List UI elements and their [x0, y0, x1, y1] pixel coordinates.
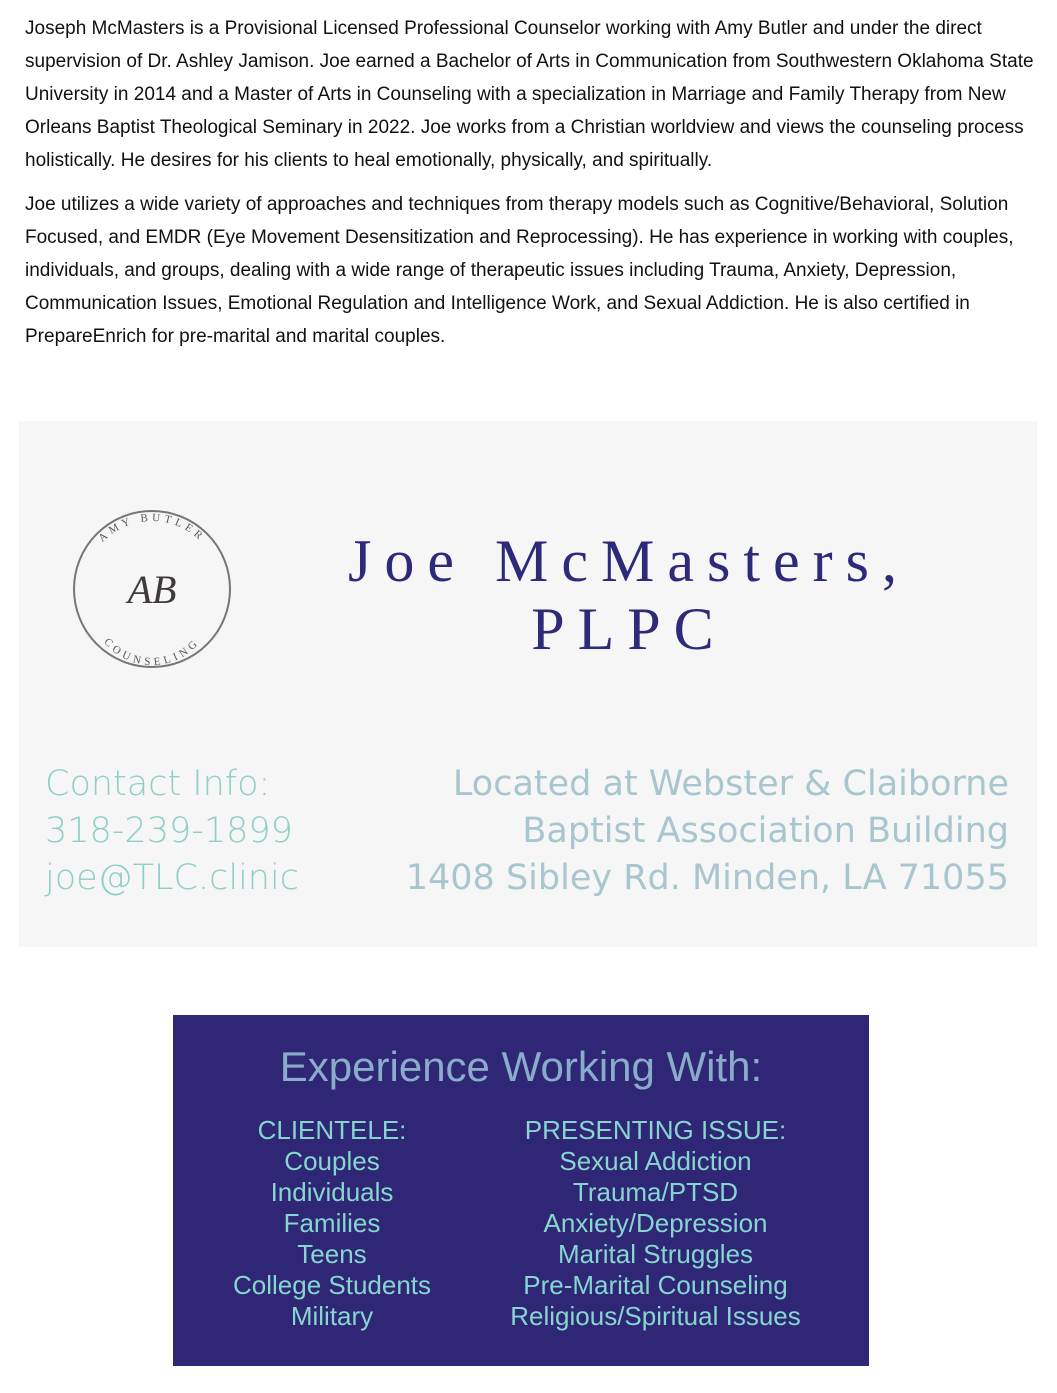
presenting-issue-column: [473, 1115, 838, 1332]
logo-monogram: AB: [127, 567, 177, 612]
location-line-2: Baptist Association Building: [522, 811, 1009, 851]
bio-section: [25, 12, 1040, 364]
experience-title: Experience Working With:: [279, 1043, 763, 1090]
bio-paragraph-1: Joseph McMasters is a Provisional Licensed Professional Counselor working with Amy Butler and under the direct supervision of Dr. Ashley Jamison. Joe earned a Bachelor of Arts in Communication from Southwestern Oklahoma State University in 2014 and a Master of Arts in Counseling with a specialization in Marriage and Family Therapy from New Orleans Baptist Theological Seminary in 2022. Joe works from a Christian worldview and views the counseling process holistically. He desires for his clients to heal emotionally, physically, and spiritually.: [25, 18, 1034, 171]
list-item: Trauma/PTSD: [572, 1177, 739, 1207]
contact-heading: Contact Info:: [45, 764, 271, 804]
list-item: Families: [283, 1208, 381, 1238]
list-item: Sexual Addiction: [559, 1146, 752, 1176]
counselor-credential: PLPC: [531, 596, 727, 662]
bio-paragraph-2: Joe utilizes a wide variety of approaches and techniques from therapy models such as Cognitive/Behavioral, Solution Focused, and EMDR (Eye Movement Desensitization and Reprocessing). He has experience in working with couples, individuals, and groups, dealing with a wide range of therapeutic issues including Trauma, Anxiety, Depression, Communication Issues, Emotional Regulation and Intelligence Work, and Sexual Addiction. He is also certified in PrepareEnrich for pre-marital and marital couples.: [25, 194, 1014, 347]
location-address: 1408 Sibley Rd. Minden, LA 71055: [405, 858, 1009, 898]
list-item: Individuals: [270, 1177, 394, 1207]
contact-email[interactable]: joe@TLC.clinic: [45, 858, 299, 898]
counselor-name-title: [249, 527, 1009, 663]
clientele-column: [205, 1115, 459, 1332]
business-card: [19, 421, 1037, 947]
list-item: Religious/Spiritual Issues: [510, 1301, 801, 1331]
location-line-1: Located at Webster & Claiborne: [452, 764, 1009, 804]
list-item: Teens: [297, 1239, 367, 1269]
location-info: [406, 761, 1009, 902]
list-item: Anxiety/Depression: [543, 1208, 768, 1238]
logo-arc-bottom: COUNSELING: [101, 635, 203, 669]
counselor-name: Joe McMasters,: [348, 528, 910, 594]
experience-panel: [173, 1015, 869, 1366]
list-item: Couples: [284, 1146, 380, 1176]
contact-phone[interactable]: 318-239-1899: [45, 811, 293, 851]
amy-butler-counseling-logo: [62, 507, 242, 671]
clientele-heading: CLIENTELE:: [257, 1115, 407, 1145]
list-item: Pre-Marital Counseling: [523, 1270, 788, 1300]
list-item: Marital Struggles: [557, 1239, 754, 1269]
logo-arc-top: AMY BUTLER: [96, 511, 208, 545]
list-item: Military: [290, 1301, 374, 1331]
list-item: College Students: [232, 1270, 432, 1300]
contact-info: [45, 761, 299, 902]
presenting-issue-heading: PRESENTING ISSUE:: [524, 1115, 787, 1145]
